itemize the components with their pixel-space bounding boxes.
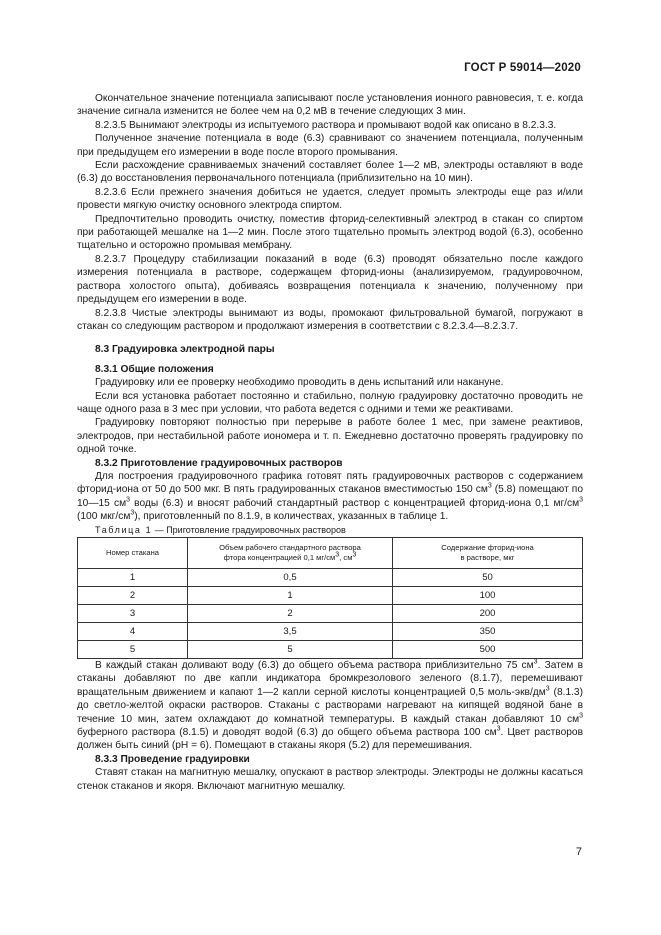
section-heading: 8.3 Градуировка электродной пары xyxy=(95,344,275,356)
table-row: 1 0,5 50 xyxy=(78,569,583,587)
page-number: 7 xyxy=(575,846,582,858)
table-1 xyxy=(77,537,583,659)
subsection-heading: 8.3.2 Приготовление градуировочных растворов xyxy=(95,457,343,469)
header-fluoride-content: Содержание фторид-иона в растворе, мкг xyxy=(393,538,583,569)
paragraph: Предпочтительно проводить очистку, поместив фторид-селективный электрод в стакан со спиртом при работающей мешалке на 1—2 мин. После этого тщательно промыть электрод водой (6.3), особенно тщательно и осторожно промывая мембрану. xyxy=(77,213,583,252)
paragraph: 8.2.3.7 Процедуру стабилизации показаний в воде (6.3) проводят обязательно после каждого измерения потенциала в растворе, содержащем фторид-ионы (анализируемом, градуировочном, раствора холостого опыта), добиваясь возвращения потенциала к значению, полученному при предыдущем его измерении в воде. xyxy=(77,253,583,306)
table-row: 3 2 200 xyxy=(78,605,583,623)
header-beaker-number: Номер стакана xyxy=(78,538,188,569)
header-volume: Объем рабочего стандартного раствора фтора концентрацией 0,1 $мг/см^3$, $см^3$ xyxy=(188,538,393,569)
paragraph: В каждый стакан доливают воду (6.3) до общего объема раствора приблизительно 75 $см^3$. Затем в стаканы добавляют по две капли индикатора бромкрезолового зеленого (8.1.7), перемешивают вращательным движением и капают 1—2 капли серной кислоты концентрацией 0,5 моль-$экв/дм^3$ (8.1.3) до светло-желтой окраски растворов. Стаканы с растворами нагревают на кипящей водяной бане в течение 10 мин, затем охлаждают до комнатной температуры. В каждый стакан добавляют 10 $см^3$ буферного раствора (8.1.5) и доводят водой (6.3) до общего объема раствора 100 $см^3$. Цвет растворов должен быть синий (pH = 6). Помещают в стаканы якоря (5.2) для перемешивания. xyxy=(77,658,584,752)
paragraph: Если расхождение сравниваемых значений составляет более 1—2 мВ, электроды оставляют в воде (6.3) до восстановления первоначального потенциала (приблизительно на 10 мин). xyxy=(77,160,583,185)
paragraph: Для построения градуировочного графика готовят пять градуировочных растворов с содержанием фторид-иона от 50 до 500 мкг. В пять градуированных стаканов вместимостью 150 $см^3$ (5.8) помещают по 10—15 $см^3$ воды (6.3) и вносят рабочий стандартный раствор с концентрацией фторид-иона 0,1 $мг/см^3$ (100 мкг/$см^3$), приготовленный по 8.1.9, в количествах, указанных в таблице 1. xyxy=(77,470,584,523)
paragraph: Ставят стакан на магнитную мешалку, опускают в раствор электроды. Электроды не должны касаться стенок стаканов и якоря. Включают магнитную мешалку. xyxy=(77,767,583,792)
subsection-heading: 8.3.3 Проведение градуировки xyxy=(95,753,250,765)
standard-number: ГОСТ Р 59014—2020 xyxy=(464,62,581,74)
paragraph: 8.2.3.5 Вынимают электроды из испытуемого раствора и промывают водой как описано в 8.2.3.3. xyxy=(95,119,557,131)
table-caption: Таблица 1 — Приготовление градуировочных растворов xyxy=(95,524,346,535)
table-row: 5 5 500 xyxy=(78,641,583,659)
document-body xyxy=(77,92,583,793)
paragraph: Полученное значение потенциала в воде (6.3) сравнивают со значением потенциала, полученным при предыдущем его измерении в воде после второго промывания. xyxy=(77,133,583,158)
paragraph: 8.2.3.8 Чистые электроды вынимают из воды, промокают фильтровальной бумагой, погружают в стакан со следующим раствором и продолжают измерения в соответствии с 8.2.3.4—8.2.3.7. xyxy=(77,307,583,332)
paragraph: Окончательное значение потенциала записывают после установления ионного равновесия, т. е. когда значение сигнала изменится не более чем на 0,2 мВ в течение следующих 3 мин. xyxy=(77,93,583,118)
paragraph: Градуировку повторяют полностью при перерыве в работе более 1 мес, при замене реактивов, электродов, при нестабильной работе иономера и т. п. Ежедневно достаточно проверять градуировку по одной точке. xyxy=(77,417,583,456)
paragraph: Градуировку или ее проверку необходимо проводить в день испытаний или накануне. xyxy=(95,377,504,389)
subsection-heading: 8.3.1 Общие положения xyxy=(95,363,214,375)
table-row: 4 3,5 350 xyxy=(78,623,583,641)
table-row: 2 1 100 xyxy=(78,587,583,605)
table-header-row xyxy=(78,538,583,569)
paragraph: 8.2.3.6 Если прежнего значения добиться не удается, следует промыть электроды еще раз и/или провести мягкую очистку основного электрода спиртом. xyxy=(77,186,583,212)
paragraph: Если вся установка работает постоянно и стабильно, полную градуировку достаточно проводить не чаще одного раза в 3 мес при условии, что работа ведется с одними и теми же реактивами. xyxy=(77,390,583,415)
